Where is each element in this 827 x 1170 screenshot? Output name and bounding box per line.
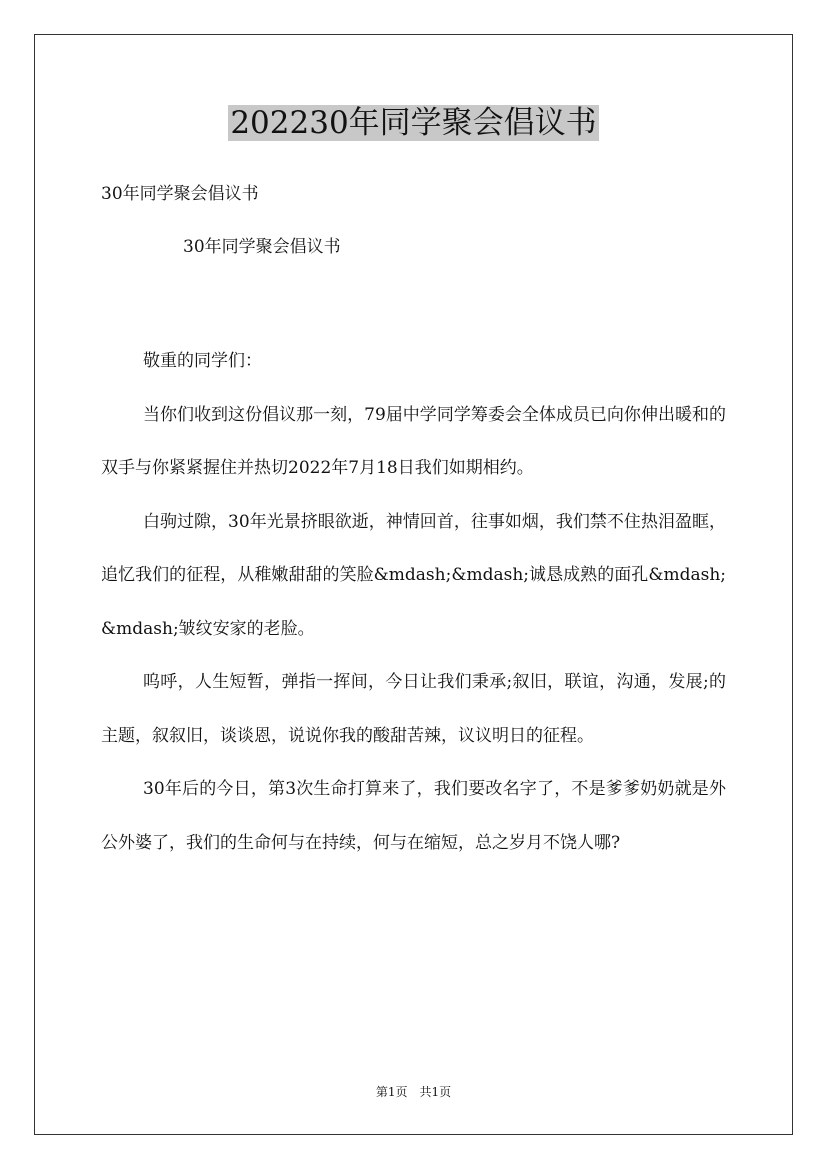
paragraph: 白驹过隙，30年光景挤眼欲逝，神情回首，往事如烟，我们禁不住热泪盈眶，追忆我们的征程，从稚嫩甜甜的笑脸&mdash;&mdash;诚恳成熟的面孔&mdash;&mdash;皱纹安家的老脸。 [101, 511, 726, 639]
paragraph: 当你们收到这份倡议那一刻，79届中学同学筹委会全体成员已向你伸出暖和的双手与你紧紧握住并热切2022年7月18日我们如期相约。 [101, 404, 726, 478]
page-number-current: 第1页 [375, 1085, 408, 1099]
page-number-total: 共1页 [419, 1085, 452, 1099]
paragraph-salutation: 敬重的同学们： [143, 351, 262, 371]
document-subtitle: 30年同学聚会倡议书 [101, 184, 259, 204]
page-footer [0, 1084, 827, 1100]
document-title-text: 202230年同学聚会倡议书 [230, 105, 597, 141]
paragraph: 30年后的今日，第3次生命打算来了，我们要改名字了，不是爹爹奶奶就是外公外婆了，我们的生命何与在持续，何与在缩短，总之岁月不饶人哪? [101, 779, 726, 853]
paragraph: 呜呼，人生短暂，弹指一挥间，今日让我们秉承;叙旧，联谊，沟通，发展;的主题，叙叙旧，谈谈恩，说说你我的酸甜苦辣，议议明日的征程。 [101, 672, 726, 746]
document-title [0, 100, 827, 146]
document-body [101, 335, 726, 870]
document-subtitle-indented: 30年同学聚会倡议书 [183, 237, 341, 257]
